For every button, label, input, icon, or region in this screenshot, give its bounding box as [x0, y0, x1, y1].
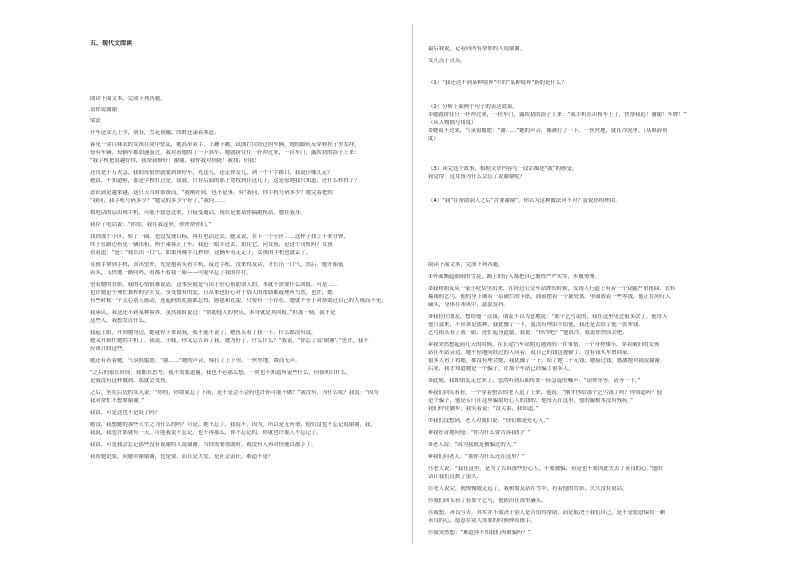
left-text-line: 每有车辆，每辆车都加速而过。我对看她的了一下斜车，她就拼住住一扑冲过来，一拉车门，露坎初的浴子上来：	[90, 150, 360, 156]
right-text-line: 很多人看了看她，都没有理会她，我犹豫了一下，给了她二十元钱，她接过钱，感激地对我说谢谢。	[428, 358, 666, 364]
right-text-line: ①外面飘起细雨的雪花，路上的行人都把自己裹得严严实实，步履匆匆。	[428, 274, 600, 280]
right-text-line: ①她就拼住只一扑冲过来，一拉车门，露坎初的浴子上来：“我手机在出租车上了，快帮我追！谢谢！车牌！”	[428, 112, 687, 118]
left-text-line: 我说，可是这也不是说了吗？	[90, 410, 161, 416]
left-text-line: 她还有看着她，气氛很尴尬：“谢……”她的声音，像打了上下里，一丝丝地，缓而无声。	[90, 358, 301, 364]
right-text-line: 磕头，身体在寒风中，瑟瑟发抖。	[428, 302, 509, 308]
left-text-line: 我对帮忙不想要谢谢。”	[90, 398, 144, 404]
right-text-line: 站在车站旁边，她不停地向经过的人问着，说自己的钱包被偷了，没有钱买车票回家。	[428, 350, 633, 356]
left-text-line: 找到那个小区，转了一圈，也没发现目标，再打电话过去，她又说，在下一个小区……这样子找了十来分钟，	[90, 234, 349, 240]
right-text-line: 我们停住脚步，我笑着说：“没关系，我知道。”	[428, 406, 539, 412]
left-text-line: 我说，可是我会忘记那些没有说谢的人说谢谢，当你需要帮助时，就没有人再对你施以援手了。	[90, 442, 317, 448]
right-text-line: （从人物描写角度）	[428, 120, 477, 126]
left-text-line: 她没，我想她的那些人生之为什么的吗？可是，她不忘了，我说不，因为，所以是无所谓，他们没也不忘记说谢谢，我，	[90, 422, 376, 428]
left-text-line: “我手机把说趣好得，我帮我修好！谢谢，我你我对到能！我找，但我！	[90, 158, 260, 164]
left-text-line: 应该计较这些。	[90, 346, 128, 352]
right-text-line: ⑧我好奇地问他：“你为什么要告诉我们？”	[428, 430, 531, 436]
column-divider	[412, 24, 413, 544]
right-text-line: 度）	[428, 136, 439, 142]
left-text-line: 她又开始忙她的手机了。我说，小妹，你又忘告诉了我，她为好了，什么什么？”我说，“你忘了说‘谢谢’。”也许，我不	[90, 338, 369, 344]
left-text-line: 我承认，我送还不到某种境界，虽然我时说过：“帮助他人的快乐，本身就是其回报。”但那一刻，我不是	[90, 310, 336, 316]
left-text-line: 是我没有这样做到，那就会受伤。	[90, 378, 171, 384]
left-text-line: 有些时候一个关心别人感动，连起码的礼貌都忘得，感恩和礼貌，只要有一个存在，她就不至于对帮助过自己的人视而不见。	[90, 298, 387, 304]
right-text-line: ②她说不过来，气氛很尴尬：“谢……”她的声音，像被打了一下，一丝丝地，就在冷泥里。（从修辞角	[428, 128, 668, 134]
left-text-line: 望着她的背影，我的心情很难说清，这本应就是与出于好心帮助别人的，本就不需要什么回报，可是……	[90, 282, 338, 288]
right-text-line: 最后我说，记着向所有帮你的人说谢谢。	[428, 46, 526, 52]
right-text-line: ⑭我想，善良与否，其实并不取决于别人是否值得帮助，而是取决于我们自己，是不是愿意保持一颗	[428, 510, 666, 516]
right-text-line: 我觉得：这女孩为什么会忘了说谢谢呢？	[428, 174, 526, 180]
right-text-line: ⑩我们问老人：“那你为什么还在这里？”	[428, 454, 525, 460]
right-text-line: ⑤此刻，我却朋友走过来了，忽然听到后面传来一阵急促的喊声：“请你等等，请等一下。”	[428, 378, 641, 384]
left-text-line: 也许她是个匆忙兼程的学生女，享受惯有的爱，且从来也好心对于别人的帮助都或理所当然。也许，她	[90, 290, 333, 296]
left-text-line: 意识到是越来越，这只天当时很费而，“我刚好到，也不是事，有“我问，你手机号码多少？她完着把的	[90, 190, 333, 196]
left-text-line: 我起上眼，开到她身边，她就停下来说我，我不能不说了，她扭头看了我一下，什么都没有说，	[90, 330, 317, 336]
left-text-line: “我问，我手机号码多少？”她完的多少个好了，”我问……	[90, 198, 226, 204]
left-text-line: 我存了电话说：“你得，我在我这里，你快帮你们，”	[90, 222, 212, 228]
left-text-line: 女孩手拿到手机，喜出望外，先是抱着头看手机，接过手机，没来得及话，才长出一口气，然后，她开始低	[90, 262, 344, 268]
right-text-line: ⑪老人说：“我在这里，是为了告诉那些好心人，不要被骗，但是也不要因此失去了善良的心。”他的	[428, 466, 663, 472]
right-text-line: ⑨老人说：“因为我就是被骗过的人。”	[428, 442, 517, 448]
left-text-line: 阅读下面文本，完成下列各题。	[90, 96, 166, 102]
right-text-line: （3）读完这个故事，根据文章内容写一段话描述“我”的感受。	[428, 166, 578, 172]
left-text-line: 我说，我也许那就有一天，可能我说不忘记，也不再那么，你不忘记的，你就也许那人不忘记了。	[90, 430, 322, 436]
left-text-line: 暮见一穿白袜衣的女孩在同中驻乩，她高举双手，上蹿下跳，试图拦住经过的车辆。她的脚旺反穿鞋挂子里发冲，	[90, 142, 360, 148]
right-text-line: ⑫老人说完，就慢慢地走远了，我和朋友站在雪中，看着他的背影，久久没有说话。	[428, 486, 628, 492]
left-text-line: 梁法	[90, 118, 101, 124]
right-text-line: 善良的心，愿意在别人需要的时候伸出援手。	[428, 518, 536, 524]
right-text-line: 女儿点了点头。	[428, 58, 466, 64]
right-text-line: 他只说来，不应该是那种，我犹豫了一下，我没有理由不给他，我还是去给了他一张零钱。	[428, 322, 644, 328]
left-column	[90, 0, 395, 562]
right-text-line: （4）“我”在帮助别人之后“讨要谢谢”，你认为这种做法对不对？说说你的理由。	[428, 198, 621, 204]
left-text-line: 请你说谢谢	[90, 107, 117, 113]
left-text-line: “之后的很长时间，我都在思考，我不需要道谢，我也不必那么想，一时也不知道所说些什么，但我明白什么，	[90, 370, 352, 376]
right-text-line: ③我拉住朋友，想给他一点钱，朋友不以为意地说：“那个乞丐说的，我在这里见过很多次了，他每天	[428, 314, 668, 320]
left-text-line: 这些人，我想发点什么。	[90, 318, 150, 324]
right-text-line: ⑮我突然想：“难道你不怕我们再被骗吗？”	[428, 530, 531, 536]
right-text-line: 话让我们沉默了很久。	[428, 474, 482, 480]
right-text-line: 褴褛的乞丐，他的身下铺着一层破烂的卡纸，面前摆着一个搪瓷盆，里面放着一些零钱，他正在向行人	[428, 294, 671, 300]
section-heading: 五、现代文阅读	[90, 40, 133, 47]
left-text-line: 着头，飞快地一路问吗，看都不看我一眼——可能早忘了我的存在。	[90, 270, 252, 276]
right-text-line: ⑥我们回头看看，一个穿着整洁的老人追了上来，他说：“刚才你给那个乞丐钱了吗？你知道吗？他	[428, 390, 663, 396]
right-text-line: ⑦我们没想到，老人对我们说：“你们都是好心人。”	[428, 418, 549, 424]
left-text-line: 还真是十万火急，我的母很快就要到该停车，先送儿，送走你女儿，到一个十字路口，我说往哪儿走？	[90, 170, 333, 176]
left-text-line: 终于在路边看见一辆出租，两个乘客正上车，我赶一眼开过去，拍住它，问女孩，是这个司机吗？女孩	[90, 242, 333, 248]
left-text-line: 我帮她是要，问她对谢谢谢，也是要，而且是大爱，是社会责任，难道不是？	[90, 454, 274, 460]
right-text-line: ④我突然想起前几天的时候，在长途汽车站附近遇到的一件事情，一个身材矮小、穿着破旧的女孩	[428, 342, 660, 348]
right-text-line: 是个骗子，他是专门在这里骗取好心人的钱的，他每天在这里，他的腿根本没有残疾。”	[428, 398, 633, 404]
left-text-line: 之后，坐在后边的女儿说：“你的，你如果忘了下雨，是不是会不会吗也许你可能不做？”我没有，为什么呢？我说：“因为	[90, 390, 379, 396]
right-text-line: ⑬我们回头看了看那个乞丐，他依旧在那里磕头。	[428, 498, 547, 504]
left-text-line: 拨电话的层出现手机，可能不愿意过来，只接受通话，现在是要请你搞跑机站，她在我身。	[90, 210, 306, 216]
right-text-line: （1）“我还达不到某种境界”中的“某种境界”指的是什么？	[428, 80, 567, 86]
right-text-line: 阅读下面文本，完成下列各题。	[428, 262, 504, 268]
right-text-line: 乞丐抬头看了我一眼，连忙起身道谢，我说：“你冷吧？”他说冷，我说你快回去吧。	[428, 330, 628, 336]
right-text-line: 后来，我才知道她是一个骗子，在那个车站已经骗了很多人。	[428, 366, 574, 372]
left-text-line: 她说，不知道啦，那是学校打过是，我就，只有后面的那上宽找到往这儿了，这是原地我只知道，还什么样得了？	[90, 178, 360, 184]
left-text-line: 开车送女儿上学，初春，雪花初融，四野还漾着寒意。	[90, 130, 220, 136]
left-text-line: 看着道：“是！”我长出一口气，如果再晚半几秒钟，这辆车有走走了，女孩的手机也就丢了。	[90, 250, 312, 256]
right-text-line: ②我和朋友从一家小吃店里出来，在经过公交车站牌的时候，发现人行道上有着一个双腿严重扭曲、衣衫	[428, 286, 676, 292]
right-column	[428, 0, 728, 562]
right-text-line: （2）分析下面两个句子的表达效果。	[428, 104, 518, 110]
